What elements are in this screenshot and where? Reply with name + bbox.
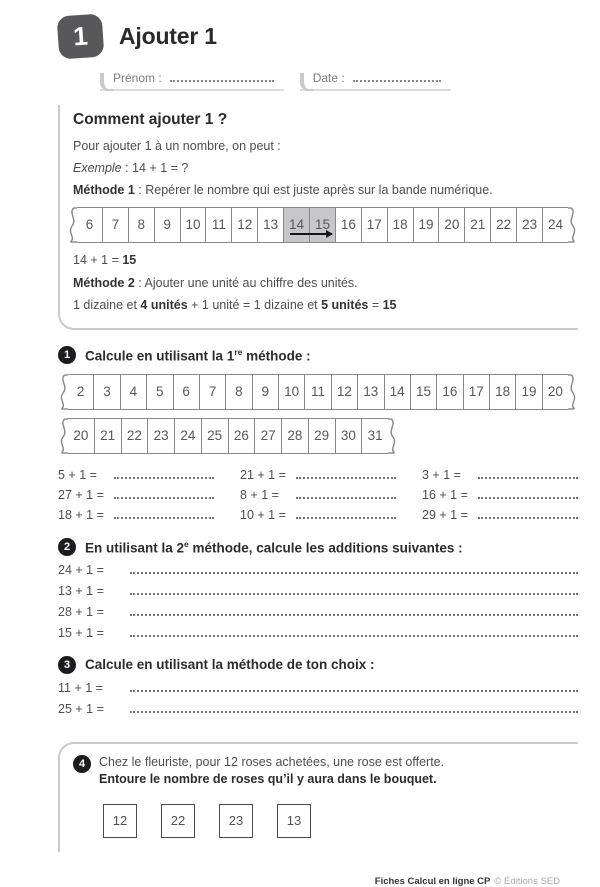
band-cell: 3 — [94, 374, 120, 410]
method-explanation-box — [58, 105, 578, 330]
exercise4-options — [103, 804, 578, 838]
band-cell: 22 — [122, 418, 149, 454]
torn-edge-icon — [58, 418, 68, 454]
method2-line — [73, 274, 578, 292]
band-cell: 23 — [517, 207, 543, 243]
exercise2-title-suffix: méthode, calcule les additions suivantes : — [188, 540, 463, 555]
units-b2: 5 unités — [321, 297, 369, 312]
band-cells — [68, 418, 388, 454]
band-cell: 19 — [516, 374, 542, 410]
problem-item — [58, 488, 214, 502]
answer-blank — [478, 477, 578, 479]
band-cell: 31 — [362, 418, 388, 454]
band-cell: 24 — [543, 207, 568, 243]
answer-blank — [478, 497, 578, 499]
torn-edge-icon — [568, 207, 578, 243]
problem-label: 29 + 1 = — [422, 507, 468, 522]
band-cell: 15 — [310, 207, 336, 243]
prenom-label: Prénom : — [113, 71, 162, 85]
band-cell: 14 — [385, 374, 411, 410]
torn-edge-icon — [67, 207, 77, 243]
band-cell: 21 — [465, 207, 491, 243]
rose-count-option: 22 — [161, 804, 195, 838]
problem-label: 25 + 1 = — [58, 701, 104, 716]
problem-label: 3 + 1 = — [422, 467, 461, 482]
prenom-field — [100, 68, 284, 91]
answer-blank — [130, 635, 578, 637]
answer-blank — [130, 711, 578, 713]
problem-item — [240, 468, 396, 482]
band-cell: 6 — [174, 374, 200, 410]
rose-count-option: 12 — [103, 804, 137, 838]
band-cell: 27 — [255, 418, 282, 454]
band-cell: 6 — [77, 207, 103, 243]
band-cell: 16 — [336, 207, 362, 243]
units-s2: + 1 unité = 1 dizaine et — [187, 297, 322, 312]
rose-count-option: 13 — [277, 804, 311, 838]
problem-label: 16 + 1 = — [422, 487, 468, 502]
result-line — [73, 251, 578, 269]
problem-item — [422, 488, 578, 502]
exercise1-problems — [58, 468, 578, 522]
band-cell: 29 — [309, 418, 336, 454]
header — [58, 12, 578, 60]
answer-blank — [114, 477, 214, 479]
name-date-row — [100, 68, 578, 91]
band-cell: 17 — [464, 374, 490, 410]
exercise4-line1: Chez le fleuriste, pour 12 roses achetées, une rose est offerte. — [99, 754, 445, 769]
band-cells — [68, 374, 568, 410]
problem-label: 21 + 1 = — [240, 467, 286, 482]
band-cells — [77, 207, 568, 243]
band-cell: 4 — [121, 374, 147, 410]
next-number-arrow — [290, 233, 332, 235]
answer-blank — [296, 517, 396, 519]
exercise1-number-badge: 1 — [58, 346, 76, 364]
band-cell: 7 — [103, 207, 129, 243]
answer-blank — [130, 593, 578, 595]
band-cell: 20 — [68, 418, 95, 454]
exercise2-heading — [58, 538, 578, 556]
method1-line — [73, 181, 578, 199]
band-cell: 19 — [414, 207, 440, 243]
exercise4-box — [58, 742, 578, 852]
footer-publisher: © Éditions SED — [494, 875, 560, 887]
band-cell: 21 — [95, 418, 122, 454]
band-cell: 25 — [202, 418, 229, 454]
units-line — [73, 296, 578, 314]
band-cell: 15 — [411, 374, 437, 410]
problem-label: 10 + 1 = — [240, 507, 286, 522]
band-cell: 7 — [200, 374, 226, 410]
method-box-title: Comment ajouter 1 ? — [73, 111, 228, 128]
problem-item — [240, 488, 396, 502]
answer-blank — [296, 497, 396, 499]
units-b3: 15 — [382, 297, 397, 312]
exercise3-problems — [58, 681, 578, 716]
footer-series: Fiches Calcul en ligne CP — [374, 875, 491, 887]
problem-label: 15 + 1 = — [58, 625, 104, 640]
band-cell: 17 — [362, 207, 388, 243]
band-cell: 23 — [148, 418, 175, 454]
torn-edge-icon — [568, 374, 578, 410]
problem-item — [422, 508, 578, 522]
band-cell: 16 — [437, 374, 463, 410]
result-value: 15 — [122, 253, 137, 268]
band-cell: 14 — [284, 207, 310, 243]
number-band-20-31 — [58, 418, 398, 454]
exercise2-problems — [58, 563, 578, 640]
example-rest: : 14 + 1 = ? — [121, 161, 189, 176]
exercise2-title-prefix: En utilisant la 2 — [85, 540, 185, 555]
problem-label: 28 + 1 = — [58, 604, 104, 619]
units-s1: 1 dizaine et — [73, 297, 141, 312]
band-cell: 13 — [358, 374, 384, 410]
band-cell: 11 — [305, 374, 331, 410]
problem-item — [422, 468, 578, 482]
exercise4-text — [99, 754, 444, 789]
problem-label: 13 + 1 = — [58, 583, 104, 598]
lesson-number-badge: 1 — [57, 13, 105, 59]
band-cell: 8 — [129, 207, 155, 243]
band-cell: 24 — [175, 418, 202, 454]
result-prefix: 14 + 1 = — [73, 253, 123, 268]
torn-edge-icon — [58, 374, 68, 410]
band-cell: 11 — [206, 207, 232, 243]
band-cell: 20 — [439, 207, 465, 243]
problem-label: 8 + 1 = — [240, 487, 279, 502]
answer-blank — [296, 477, 396, 479]
exercise2-number-badge: 2 — [58, 538, 76, 556]
date-field — [300, 68, 451, 91]
method2-label: Méthode 2 — [73, 275, 135, 290]
answer-blank — [130, 690, 578, 692]
footer — [58, 876, 578, 887]
problem-label: 18 + 1 = — [58, 507, 104, 522]
torn-edge-icon — [388, 418, 398, 454]
method2-text: : Ajouter une unité au chiffre des unités. — [134, 275, 358, 290]
exercise2-title — [85, 539, 463, 556]
problem-item — [58, 626, 578, 640]
exercise3-title: Calcule en utilisant la méthode de ton choix : — [85, 657, 375, 673]
exercise1-title-sup: re — [234, 346, 243, 357]
band-cell: 10 — [279, 374, 305, 410]
exercise1-title-suffix: méthode : — [242, 348, 311, 363]
band-cell: 8 — [226, 374, 252, 410]
band-cell: 18 — [490, 374, 516, 410]
band-cell: 5 — [147, 374, 173, 410]
problem-item — [58, 468, 214, 482]
answer-blank — [114, 497, 214, 499]
prenom-blank — [170, 80, 274, 82]
exercise2-title-sup: e — [184, 538, 189, 549]
number-band-2-20 — [58, 374, 578, 410]
band-cell: 26 — [229, 418, 256, 454]
exercise4-number-badge: 4 — [73, 755, 91, 773]
band-cell: 18 — [388, 207, 414, 243]
problem-label: 5 + 1 = — [58, 467, 97, 482]
exercise1-title — [85, 347, 311, 364]
problem-label: 11 + 1 = — [58, 680, 103, 695]
band-cell: 9 — [253, 374, 279, 410]
exercise3-heading — [58, 656, 578, 674]
band-cell: 12 — [232, 207, 258, 243]
band-cell: 22 — [491, 207, 517, 243]
band-cell: 2 — [68, 374, 94, 410]
exercise4-heading — [73, 754, 578, 789]
number-band-example — [67, 207, 578, 243]
units-s3: = — [368, 297, 383, 312]
exercise4-line2: Entoure le nombre de roses qu’il y aura dans le bouquet. — [99, 772, 437, 787]
method-intro — [73, 137, 578, 155]
problem-item — [58, 508, 214, 522]
method1-text: : Repérer le nombre qui est juste après sur la bande numérique. — [134, 183, 493, 198]
band-cell: 20 — [543, 374, 568, 410]
exercise1-title-prefix: Calcule en utilisant la 1 — [85, 348, 235, 363]
answer-blank — [114, 517, 214, 519]
example-label: Exemple — [73, 161, 122, 176]
problem-item — [58, 605, 578, 619]
problem-item — [58, 681, 578, 695]
problem-item — [240, 508, 396, 522]
problem-label: 27 + 1 = — [58, 487, 104, 502]
date-blank — [353, 80, 441, 82]
band-cell: 10 — [181, 207, 207, 243]
answer-blank — [130, 572, 578, 574]
answer-blank — [478, 517, 578, 519]
band-cell: 30 — [336, 418, 363, 454]
band-cell: 12 — [332, 374, 358, 410]
method-example — [73, 159, 578, 177]
units-b1: 4 unités — [140, 297, 188, 312]
answer-blank — [130, 614, 578, 616]
rose-count-option: 23 — [219, 804, 253, 838]
page-title: Ajouter 1 — [119, 22, 217, 49]
band-cell: 9 — [155, 207, 181, 243]
method-intro-text: Pour ajouter 1 à un nombre, on peut : — [73, 139, 281, 153]
exercise3-number-badge: 3 — [58, 656, 76, 674]
problem-item — [58, 584, 578, 598]
problem-label: 24 + 1 = — [58, 562, 104, 577]
problem-item — [58, 702, 578, 716]
method1-label: Méthode 1 — [73, 183, 135, 198]
date-label: Date : — [312, 71, 345, 85]
band-cell: 13 — [258, 207, 284, 243]
band-cell: 28 — [282, 418, 309, 454]
problem-item — [58, 563, 578, 577]
exercise1-heading — [58, 346, 578, 364]
